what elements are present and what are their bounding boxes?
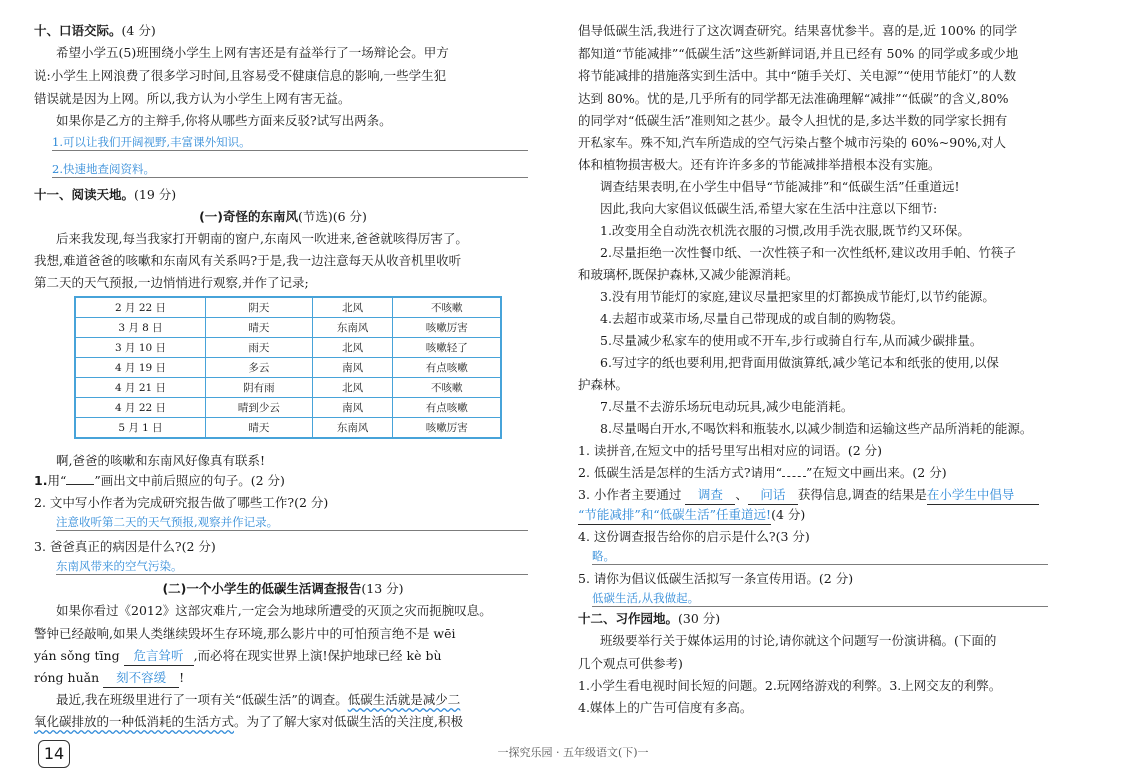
list-item: 3.没有用节能灯的家庭,建议尽量把家里的灯都换成节能灯,以节约能源。 (600, 289, 995, 304)
table-cell: 晴天 (206, 418, 313, 439)
answer-line: 注意收听第二天的天气预报,观察并作记录。 (56, 514, 528, 531)
wavy-underline: 低碳生活就是减少二 (347, 692, 461, 707)
paragraph: 倡导低碳生活,我进行了这次调查研究。结果喜忧参半。喜的是,近 100% 的同学 (578, 23, 1018, 38)
underline-mark (66, 484, 94, 485)
table-cell: 多云 (206, 358, 313, 378)
section-11-heading: 十一、阅读天地。(19 分) (34, 187, 177, 202)
reading-2-title: (二)一个小学生的低碳生活调查报告(13 分) (162, 581, 404, 596)
paragraph: 调查结果表明,在小学生中倡导“节能减排”和“低碳生活”任重道远! (600, 179, 960, 194)
paragraph: 说:小学生上网浪费了很多学习时间,且容易受不健康信息的影响,一些学生犯 (34, 68, 447, 83)
question-3-cont: “节能减排”和“低碳生活”任重道远!(4 分) (578, 506, 805, 525)
table-cell: 不咳嗽 (393, 297, 501, 318)
paragraph: 班级要举行关于媒体运用的讨论,请你就这个问题写一份演讲稿。(下面的 (600, 633, 997, 648)
question-1: 1.用“ ”画出文中前后照应的句子。(2 分) (34, 473, 285, 488)
list-item: 1.改变用全自动洗衣机洗衣服的习惯,改用手洗衣服,既节约又环保。 (600, 223, 970, 238)
table-row (75, 418, 501, 439)
paragraph: 的同学对“低碳生活”准则知之甚少。最令人担忧的是,多达半数的同学家长拥有 (578, 113, 1008, 128)
table-cell: 有点咳嗽 (393, 358, 501, 378)
table-cell: 不咳嗽 (393, 378, 501, 398)
list-item: 7.尽量不去游乐场玩电动玩具,减少电能消耗。 (600, 399, 854, 414)
question-3: 3. 小作者主要通过 调查 、 问话 获得信息,调查的结果是在小学生中倡导 (578, 486, 1039, 505)
list-item: 5.尽量减少私家车的使用或不开车,步行或骑自行车,从而减少碳排量。 (600, 333, 983, 348)
page-footer: 一探究乐园 · 五年级语文(下)一 (497, 746, 649, 759)
paragraph: 将节能减排的措施落实到生活中。其中“随手关灯、关电源”“使用节能灯”的人数 (578, 68, 1017, 83)
paragraph: 希望小学五(5)班围绕小学生上网有害还是有益举行了一场辩论会。甲方 (56, 45, 449, 60)
paragraph: yán sǒng tīng 危言耸听 ,而必将在现实世界上演!保护地球已经 kè bù (34, 647, 442, 666)
table-cell: 有点咳嗽 (393, 398, 501, 418)
reading-1-title: (一)奇怪的东南风(节选)(6 分) (199, 209, 367, 224)
paragraph: 我想,难道爸爸的咳嗽和东南风有关系吗?于是,我一边注意每天从收音机里收听 (34, 253, 462, 268)
question-1: 1. 读拼音,在短文中的括号里写出相对应的词语。(2 分) (578, 443, 883, 458)
paragraph: 最近,我在班级里进行了一项有关“低碳生活”的调查。低碳生活就是减少二 (56, 692, 461, 707)
table-cell: 东南风 (312, 418, 393, 439)
question-2: 2. 低碳生活是怎样的生活方式?请用“ ”在短文中画出来。(2 分) (578, 465, 947, 480)
table-cell: 南风 (312, 358, 393, 378)
paragraph: 因此,我向大家倡议低碳生活,希望大家在生活中注意以下细节: (600, 201, 938, 216)
question-4: 4. 这份调查报告给你的启示是什么?(3 分) (578, 529, 810, 544)
paragraph: 开私家车。殊不知,汽车所造成的空气污染占整个城市污染的 60%~90%,对人 (578, 135, 1006, 150)
table-cell: 北风 (312, 297, 393, 318)
table-cell: 4 月 22 日 (75, 398, 206, 418)
question-5: 5. 请你为倡议低碳生活拟写一条宣传用语。(2 分) (578, 571, 854, 586)
table-cell: 晴天 (206, 318, 313, 338)
answer-blank: 调查 (685, 486, 735, 505)
answer-line: 1.可以让我们开阔视野,丰富课外知识。 (52, 134, 528, 151)
list-item: 2.尽量拒绝一次性餐巾纸、一次性筷子和一次性纸杯,建议改用手帕、竹筷子 (600, 245, 1016, 260)
table-cell: 4 月 19 日 (75, 358, 206, 378)
table-cell: 北风 (312, 338, 393, 358)
list-item: 4.去超市或菜市场,尽量自己带现成的或自制的购物袋。 (600, 311, 904, 326)
table-cell: 3 月 8 日 (75, 318, 206, 338)
answer-line: 低碳生活,从我做起。 (592, 590, 1048, 607)
paragraph: 几个观点可供参考) (578, 656, 683, 671)
weather-record-table (74, 296, 502, 439)
paragraph: róng huǎn 刻不容缓 ! (34, 669, 184, 688)
question: 如果你是乙方的主辩手,你将从哪些方面来反驳?试写出两条。 (56, 113, 392, 128)
table-cell: 5 月 1 日 (75, 418, 206, 439)
paragraph: 4.媒体上的广告可信度有多高。 (578, 700, 753, 715)
list-item: 和玻璃杯,既保护森林,又减少能源消耗。 (578, 267, 799, 282)
table-cell: 3 月 10 日 (75, 338, 206, 358)
table-cell: 阴天 (206, 297, 313, 318)
table-cell: 南风 (312, 398, 393, 418)
table-cell: 雨天 (206, 338, 313, 358)
pinyin-answer-blank: 刻不容缓 (103, 669, 179, 688)
paragraph: 警钟已经敲响,如果人类继续毁坏生存环境,那么影片中的可怕预言绝不是 wēi (34, 626, 456, 641)
answer-blank: “节能减排”和“低碳生活”任重道远! (578, 506, 771, 525)
table-cell: 咳嗽轻了 (393, 338, 501, 358)
table-cell: 4 月 21 日 (75, 378, 206, 398)
answer-blank: 在小学生中倡导 (927, 486, 1039, 505)
wavy-underline: 氧化碳排放的一种低消耗的生活方式 (34, 714, 235, 729)
paragraph: 体和植物损害极大。还有许许多多的节能减排举措根本没有实施。 (578, 157, 941, 172)
question-3: 3. 爸爸真正的病因是什么?(2 分) (34, 539, 216, 554)
table-row (75, 318, 501, 338)
table-cell: 北风 (312, 378, 393, 398)
wavy-line-mark (782, 476, 806, 477)
table-row (75, 398, 501, 418)
table-cell: 东南风 (312, 318, 393, 338)
answer-line: 略。 (592, 548, 1048, 565)
table-cell: 晴到少云 (206, 398, 313, 418)
paragraph: 都知道“节能减排”“低碳生活”这些新鲜词语,并且已经有 50% 的同学或多或少地 (578, 46, 1019, 61)
answer-line: 2.快速地查阅资料。 (52, 161, 528, 178)
paragraph: 第二天的天气预报,一边悄悄进行观察,并作了记录; (34, 275, 309, 290)
paragraph: 如果你看过《2012》这部灾难片,一定会为地球所遭受的灭顶之灾而扼腕叹息。 (56, 603, 492, 618)
paragraph: 错误就是因为上网。所以,我方认为小学生上网有害无益。 (34, 91, 351, 106)
list-item: 6.写过字的纸也要利用,把背面用做演算纸,减少笔记本和纸张的使用,以保 (600, 355, 999, 370)
answer-blank: 问话 (748, 486, 798, 505)
section-10-heading: 十、口语交际。(4 分) (34, 23, 156, 38)
table-cell: 咳嗽厉害 (393, 418, 501, 439)
list-item: 护森林。 (578, 377, 629, 392)
table-cell: 阴有雨 (206, 378, 313, 398)
table-cell: 2 月 22 日 (75, 297, 206, 318)
list-item: 8.尽量喝白开水,不喝饮料和瓶装水,以减少制造和运输这些产品所消耗的能源。 (600, 421, 1033, 436)
pinyin-answer-blank: 危言耸听 (124, 647, 194, 666)
question-2: 2. 文中写小作者为完成研究报告做了哪些工作?(2 分) (34, 495, 329, 510)
page-number: 14 (38, 740, 70, 768)
table-row (75, 338, 501, 358)
table-row (75, 358, 501, 378)
paragraph: 氧化碳排放的一种低消耗的生活方式。为了了解大家对低碳生活的关注度,积极 (34, 714, 463, 729)
paragraph: 1.小学生看电视时间长短的问题。2.玩网络游戏的利弊。3.上网交友的利弊。 (578, 678, 1002, 693)
table-row (75, 378, 501, 398)
table-row (75, 297, 501, 318)
paragraph: 达到 80%。忧的是,几乎所有的同学都无法准确理解“减排”“低碳”的含义,80% (578, 91, 1009, 106)
paragraph: 后来我发现,每当我家打开朝南的窗户,东南风一吹进来,爸爸就咳得厉害了。 (56, 231, 468, 246)
section-12-heading: 十二、习作园地。(30 分) (578, 611, 721, 626)
answer-line: 东南风带来的空气污染。 (56, 558, 528, 575)
paragraph: 啊,爸爸的咳嗽和东南风好像真有联系! (56, 453, 265, 468)
table-cell: 咳嗽厉害 (393, 318, 501, 338)
